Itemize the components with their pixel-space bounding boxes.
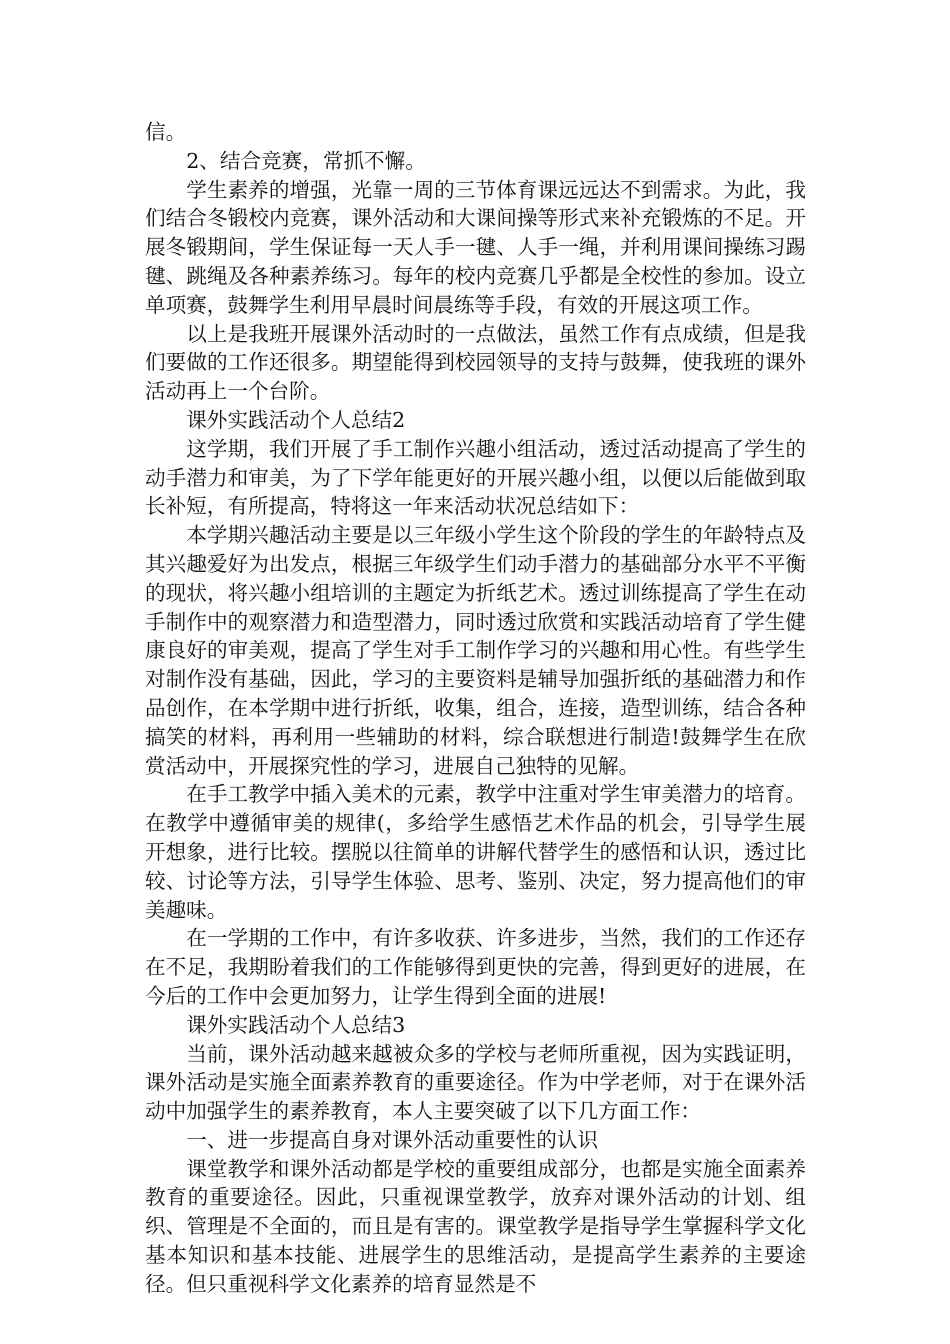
summary-title-3: 课外实践活动个人总结3 [186,1012,406,1037]
paragraph-body: 在手工教学中插入美术的元素，教学中注重对学生审美潜力的培育。在教学中遵循审美的规律(，多给学生感悟艺术作品的机会，引导学生展开想象，进行比较。摆脱以往简单的讲解代替学生的感悟和认识，透过比较、讨论等方法，引导学生体验、思考、鉴别、决定，努力提高他们的审美趣味。 [145,782,806,922]
paragraph-body: 学生素养的增强，光靠一周的三节体育课远远达不到需求。为此，我们结合冬锻校内竞赛，课外活动和大课间操等形式来补充锻炼的不足。开展冬锻期间，学生保证每一天人手一毽、人手一绳，并利用课间操练习踢毽、跳绳及各种素养练习。每年的校内竞赛几乎都是全校性的参加。设立单项赛，鼓舞学生利用早晨时间晨练等手段，有效的开展这项工作。 [145,177,806,317]
section-heading-1: 一、进一步提高自身对课外活动重要性的认识 [186,1127,599,1152]
document-page [145,118,806,1299]
paragraph-continuation: 信。 [145,120,187,144]
section-heading-2: 2、结合竞赛，常抓不懈。 [186,148,426,173]
paragraph-body: 以上是我班开展课外活动时的一点做法，虽然工作有点成绩，但是我们要做的工作还很多。期望能得到校园领导的支持与鼓舞，使我班的课外活动再上一个台阶。 [145,321,806,404]
paragraph-body: 课堂教学和课外活动都是学校的重要组成部分，也都是实施全面素养教育的重要途径。因此，只重视课堂教学，放弃对课外活动的计划、组织、管理是不全面的，而且是有害的。课堂教学是指导学生掌握科学文化基本知识和基本技能、进展学生的思维活动，是提高学生素养的主要途径。但只重视科学文化素养的培育显然是不 [145,1156,806,1296]
paragraph-body: 本学期兴趣活动主要是以三年级小学生这个阶段的学生的年龄特点及其兴趣爱好为出发点，根据三年级学生们动手潜力的基础部分水平不平衡的现状，将兴趣小组培训的主题定为折纸艺术。透过训练提高了学生在动手制作中的观察潜力和造型潜力，同时透过欣赏和实践活动培育了学生健康良好的审美观，提高了学生对手工制作学习的兴趣和用心性。有些学生对制作没有基础，因此，学习的主要资料是辅导加强折纸的基础潜力和作品创作，在本学期中进行折纸，收集，组合，连接，造型训练，结合各种搞笑的材料，再利用一些辅助的材料，综合联想进行制造!鼓舞学生在欣赏活动中，开展探究性的学习，进展自己独特的见解。 [145,523,806,778]
paragraph-body: 这学期，我们开展了手工制作兴趣小组活动，透过活动提高了学生的动手潜力和审美，为了下学年能更好的开展兴趣小组，以便以后能做到取长补短，有所提高，特将这一年来活动状况总结如下： [145,436,806,519]
paragraph-body: 在一学期的工作中，有许多收获、许多进步，当然，我们的工作还存在不足，我期盼着我们的工作能够得到更快的完善，得到更好的进展，在今后的工作中会更加努力，让学生得到全面的进展! [145,926,806,1008]
summary-title-2: 课外实践活动个人总结2 [186,407,406,432]
paragraph-body: 当前，课外活动越来越被众多的学校与老师所重视，因为实践证明，课外活动是实施全面素养教育的重要途径。作为中学老师，对于在课外活动中加强学生的素养教育，本人主要突破了以下几方面工作： [145,1041,806,1124]
